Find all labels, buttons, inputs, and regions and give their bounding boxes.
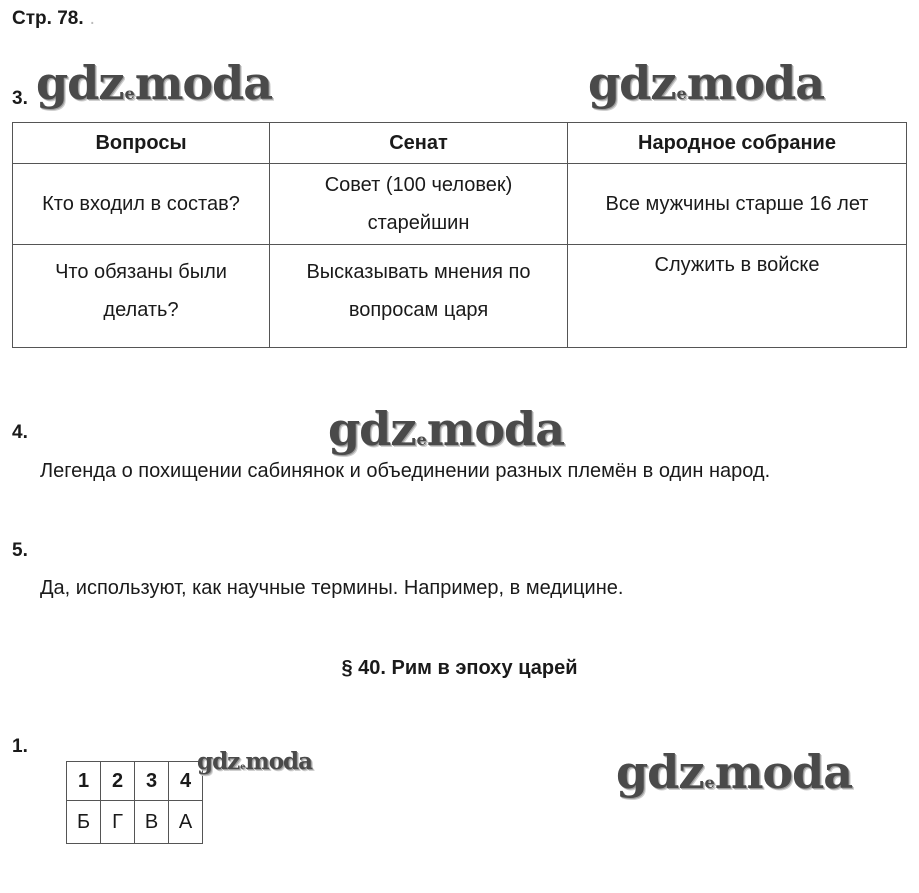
table-header-row — [67, 762, 203, 801]
task4-number: 4. — [12, 422, 28, 443]
task1-number: 1. — [12, 736, 28, 757]
watermark-logo: gdzemoda — [328, 402, 565, 456]
task4-answer: Легенда о похищении сабинянок и объединении разных племён в один народ. — [40, 460, 771, 482]
task3-number: 3. — [12, 88, 28, 109]
table-row — [13, 164, 907, 245]
task5-answer: Да, используют, как научные термины. Например, в медицине. — [40, 577, 624, 599]
table-cell: Служить в войске — [568, 245, 907, 348]
watermark-logo: gdzemoda — [36, 56, 273, 110]
task3-table — [12, 122, 907, 348]
table-header-cell: 2 — [101, 762, 135, 801]
table-header-cell: Сенат — [270, 123, 568, 164]
task1-table — [66, 761, 203, 844]
table-row — [67, 801, 203, 844]
table-cell: Кто входил в состав? — [13, 164, 270, 245]
table-cell: Высказывать мнения по вопросам царя — [270, 245, 568, 348]
watermark-logo: gdzemoda — [588, 56, 825, 110]
table-header-cell: 1 — [67, 762, 101, 801]
table-cell: Г — [101, 801, 135, 844]
table-cell: Б — [67, 801, 101, 844]
task5-number: 5. — [12, 540, 28, 561]
table-cell: А — [169, 801, 203, 844]
table-cell: Совет (100 человек) старейшин — [270, 164, 568, 245]
table-row — [13, 245, 907, 348]
table-cell: Что обязаны были делать? — [13, 245, 270, 348]
table-cell: В — [135, 801, 169, 844]
watermark-logo: gdzemoda — [616, 745, 853, 799]
table-header-row — [13, 123, 907, 164]
table-cell: Все мужчины старше 16 лет — [568, 164, 907, 245]
table-header-cell: 3 — [135, 762, 169, 801]
page-label-mark: . — [89, 8, 95, 29]
table-header-cell: Народное собрание — [568, 123, 907, 164]
table-header-cell: Вопросы — [13, 123, 270, 164]
page-label: Стр. 78. . — [12, 8, 95, 29]
section-title: § 40. Рим в эпоху царей — [341, 657, 578, 679]
table-header-cell: 4 — [169, 762, 203, 801]
watermark-logo: gdzemoda — [197, 748, 313, 775]
